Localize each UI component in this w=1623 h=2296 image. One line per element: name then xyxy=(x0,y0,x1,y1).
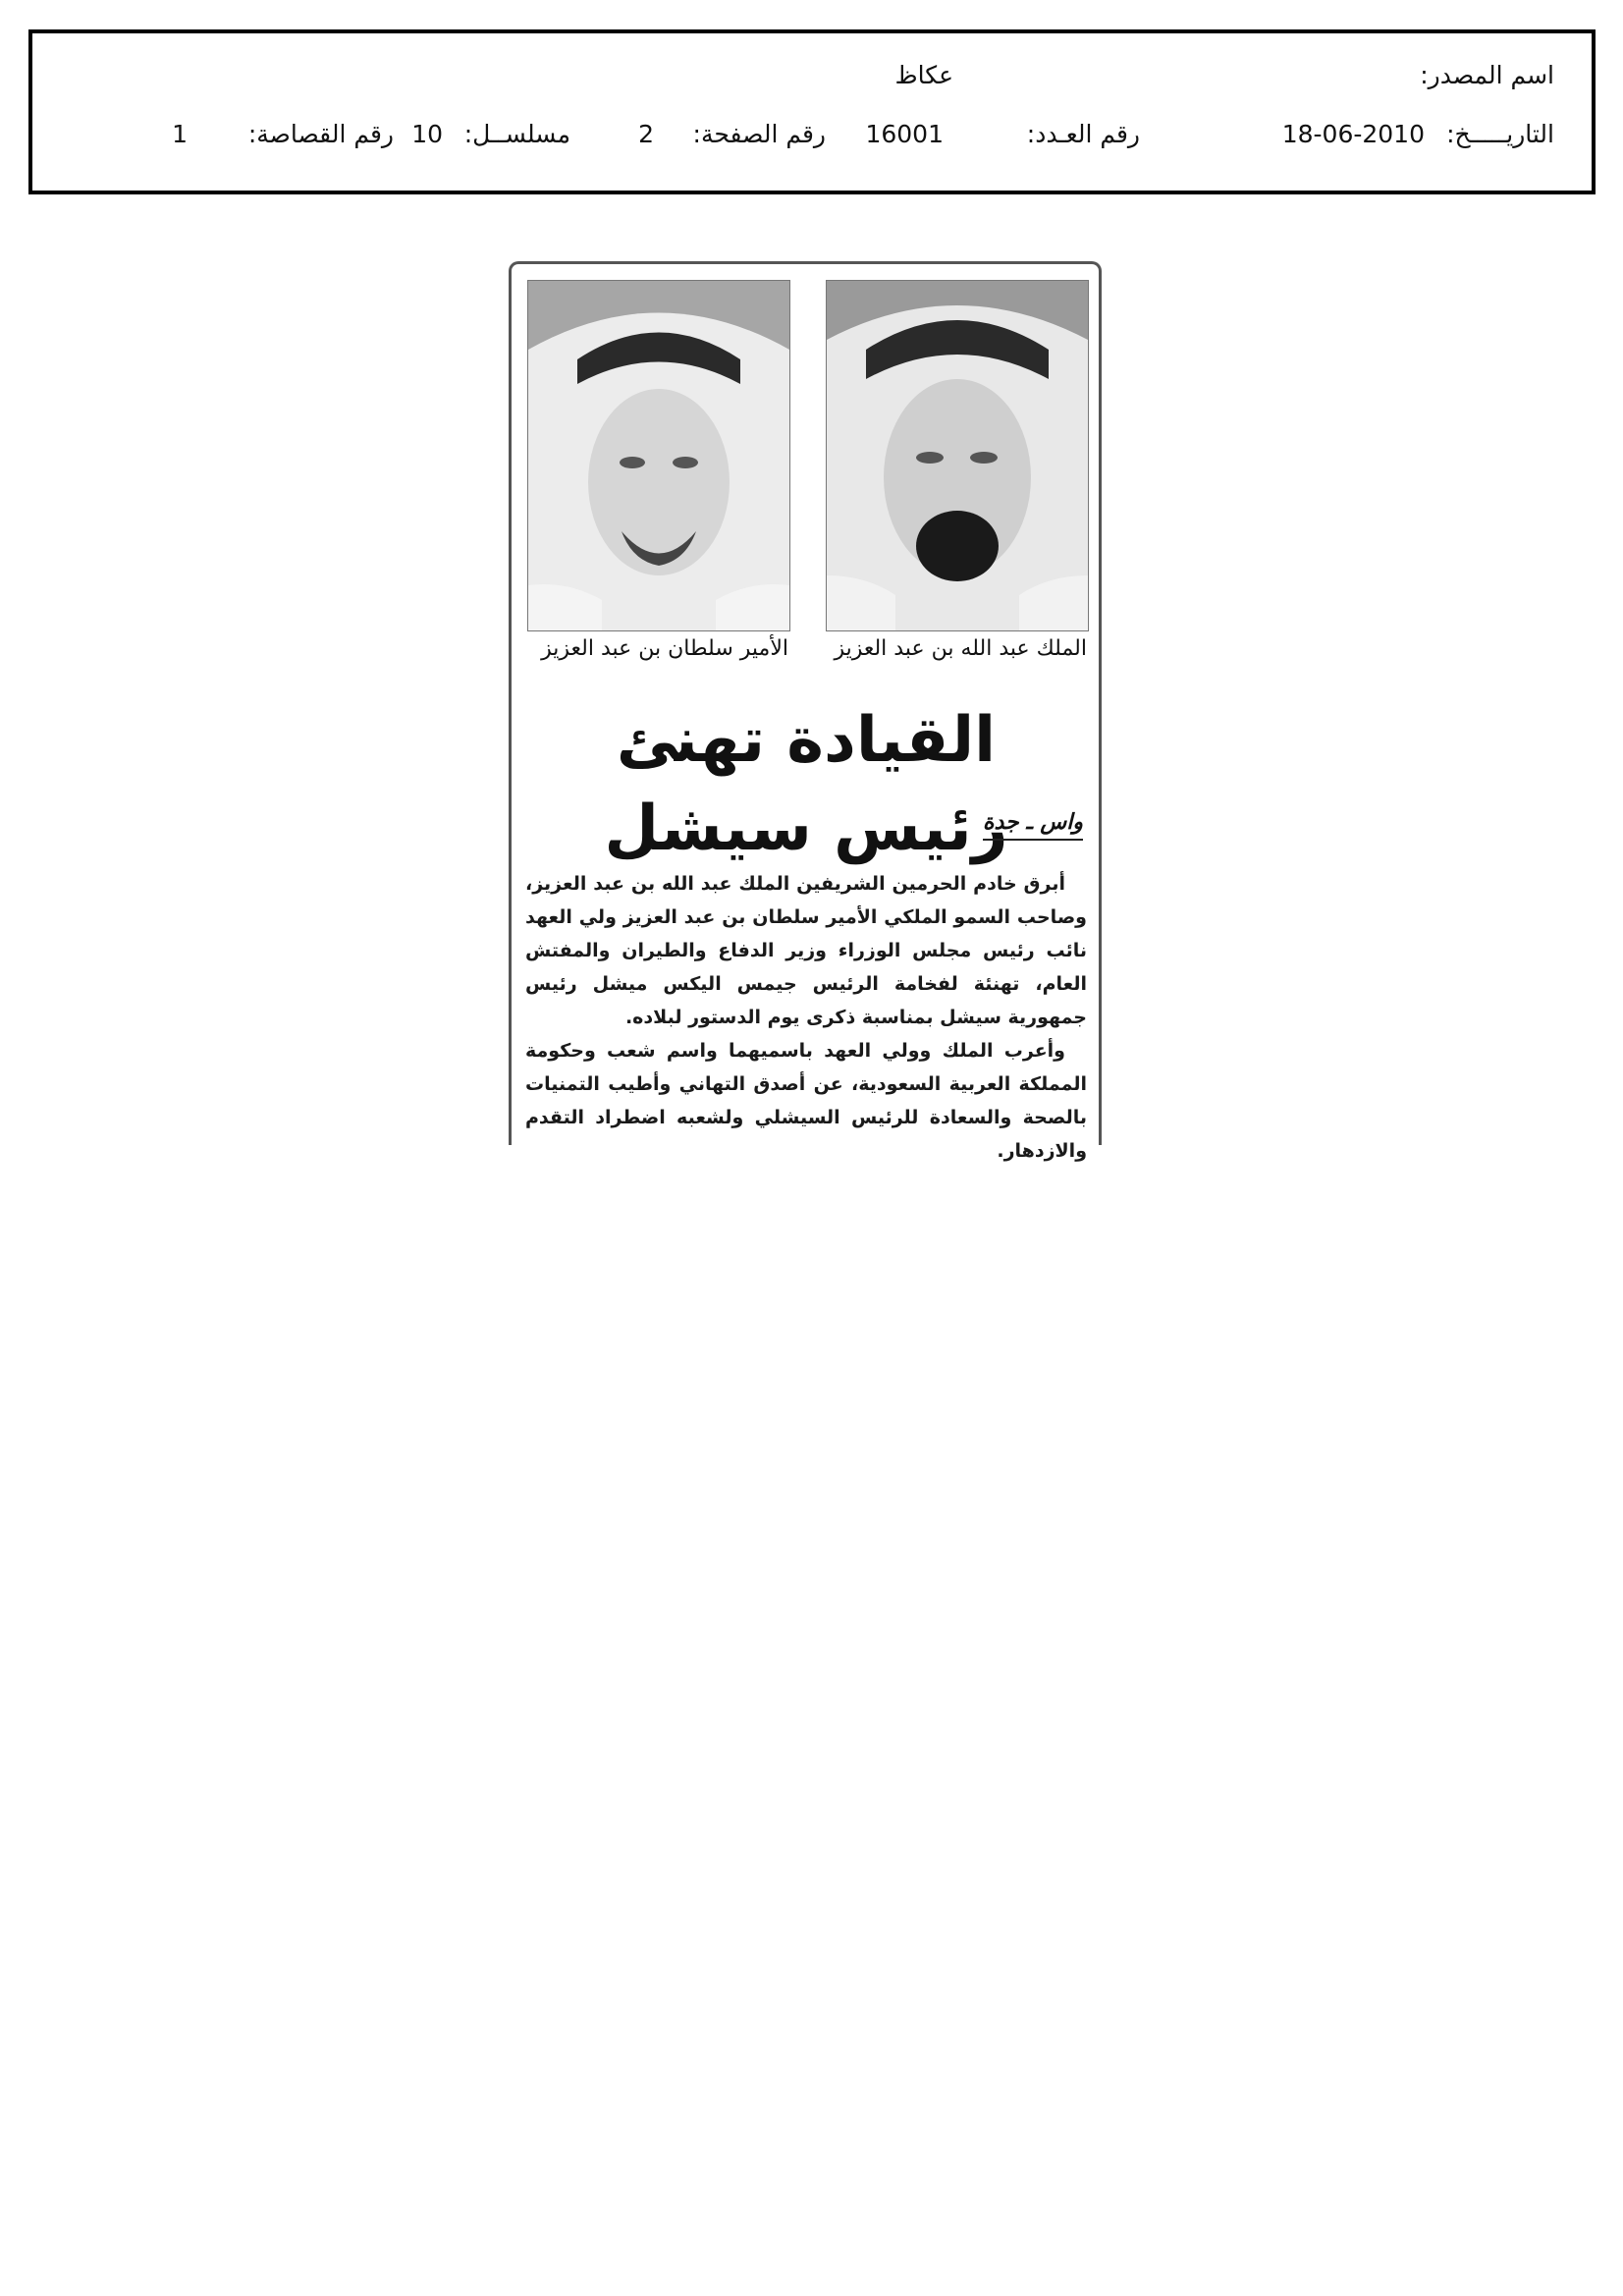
serial-value: 10 xyxy=(411,120,443,148)
article-paragraph: أبرق خادم الحرمين الشريفين الملك عبد الله بن عبد العزيز، وصاحب السمو الملكي الأمير سلطان بن عبد العزيز ولي العهد نائب رئيس مجلس الوزراء وزير الدفاع والطيران والمفتش العام، تهنئة لفخامة الرئيس جيمس اليكس ميشل رئيس جمهورية سيشل بمناسبة ذكرى يوم الدستور لبلاده. xyxy=(525,873,1087,1028)
source-value: عكاظ xyxy=(894,61,953,89)
portrait-image xyxy=(528,281,789,630)
clip-label: رقم القصاصة: xyxy=(247,120,394,148)
article-body xyxy=(525,867,1087,1168)
serial-label: مسلســل: xyxy=(463,120,570,148)
photo-prince-sultan xyxy=(527,280,790,631)
article-headline: القيادة تهنئ رئيس سيشل xyxy=(604,704,1008,865)
date-label: التاريـــــخ: xyxy=(1446,120,1554,148)
page-label: رقم الصفحة: xyxy=(692,120,826,148)
article-byline: واس ـ جدة xyxy=(983,810,1083,841)
date-value: 18-06-2010 xyxy=(1281,120,1425,148)
issue-label: رقم العـدد: xyxy=(1026,120,1140,148)
metadata-box xyxy=(28,29,1596,194)
portrait-image xyxy=(827,281,1088,630)
source-label: اسم المصدر: xyxy=(1420,61,1554,89)
photo-king-abdullah xyxy=(826,280,1089,631)
newspaper-clipping xyxy=(509,261,1102,1162)
page-value: 2 xyxy=(638,120,654,148)
issue-value: 16001 xyxy=(865,120,944,148)
article-paragraph: وأعرب الملك وولي العهد باسميهما واسم شعب وحكومة المملكة العربية السعودية، عن أصدق التهاني وأطيب التمنيات بالصحة والسعادة للرئيس السيشلي ولشعبه اضطراد التقدم والازدهار. xyxy=(525,1040,1087,1162)
clip-value: 1 xyxy=(172,120,188,148)
photo-caption-prince: الأمير سلطان بن عبد العزيز xyxy=(541,636,788,661)
photo-caption-king: الملك عبد الله بن عبد العزيز xyxy=(834,636,1087,661)
